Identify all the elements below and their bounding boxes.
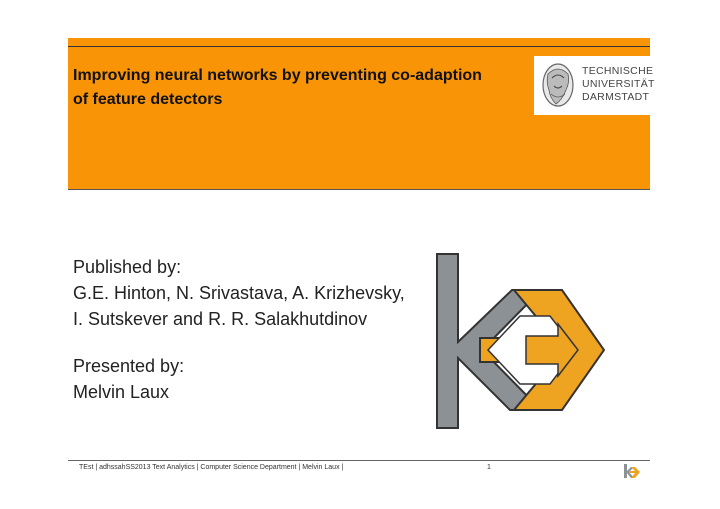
banner-bottom-rule [68,189,650,190]
university-name [582,65,655,104]
logo-line-3: DARMSTADT [582,91,650,103]
page-number: 1 [487,464,491,471]
slide-title: Improving neural networks by preventing co-adaption of feature detectors [73,67,482,108]
footer-text: TEst | adhssahSS2013 Text Analytics | Computer Science Department | Melvin Laux | [79,464,344,471]
ke-small-logo-icon [623,463,641,479]
presented-heading: Presented by: [73,356,185,376]
footer-rule [68,460,650,461]
logo-line-1: TECHNISCHE [582,65,654,77]
athena-head-icon [540,60,576,110]
published-block [73,254,405,332]
top-rule [68,46,650,47]
authors-line-2: I. Sutskever and R. R. Salakhutdinov [73,309,368,329]
presenter-name: Melvin Laux [73,382,170,402]
ke-logo-icon [430,246,610,432]
logo-line-2: UNIVERSITÄT [582,78,655,90]
presented-block [73,353,184,405]
authors-line-1: G.E. Hinton, N. Srivastava, A. Krizhevsky, [73,283,405,303]
tu-darmstadt-logo [534,56,655,115]
published-heading: Published by: [73,257,182,277]
